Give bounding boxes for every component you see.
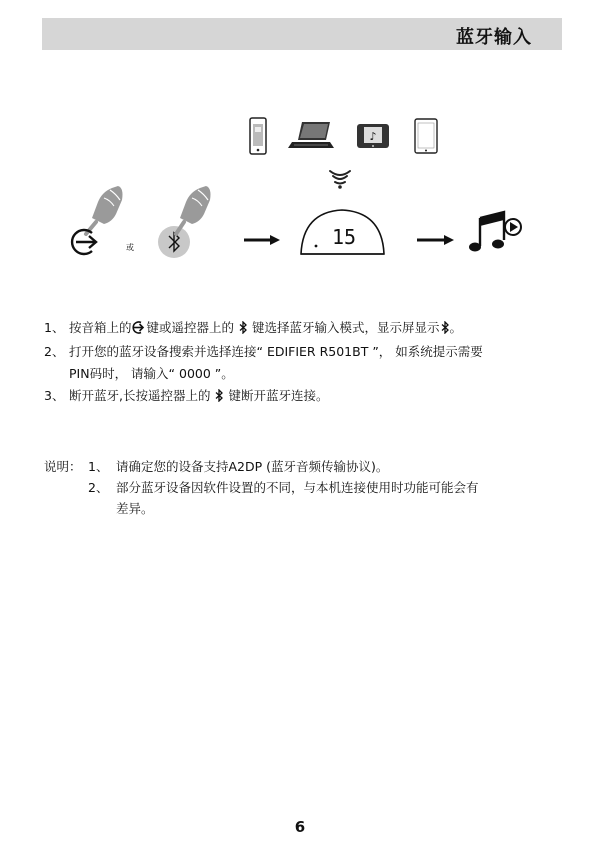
arrow-right-icon bbox=[244, 235, 280, 245]
speaker-display bbox=[301, 210, 384, 254]
bluetooth-icon bbox=[238, 319, 248, 341]
input-source-icon bbox=[132, 319, 147, 341]
phone-icon bbox=[250, 118, 266, 154]
or-label: 或 bbox=[126, 243, 134, 252]
bluetooth-icon bbox=[214, 387, 224, 409]
display-readout: 15 bbox=[331, 225, 357, 249]
input-source-icon bbox=[72, 230, 96, 254]
note-item-1: 说明： 1、 请确定您的设备支持A2DP (蓝牙音频传输协议)。 bbox=[44, 456, 574, 477]
remote-bluetooth-button bbox=[158, 226, 190, 258]
step-1: 1、 按音箱上的 键或遥控器上的 键选择蓝牙输入模式，显示屏显示 。 bbox=[44, 317, 574, 341]
note-item-2: 2、 部分蓝牙设备因软件设置的不同，与本机连接使用时功能可能会有 bbox=[88, 480, 479, 495]
music-play-icon bbox=[469, 212, 521, 252]
notes-section bbox=[44, 456, 574, 519]
step-3: 3、 断开蓝牙,长按遥控器上的 键断开蓝牙连接。 bbox=[44, 385, 574, 409]
bluetooth-connection-diagram bbox=[0, 0, 600, 300]
page-number: 6 bbox=[294, 818, 306, 836]
page-title: 蓝牙输入 bbox=[456, 27, 532, 48]
notes-label: 说明： bbox=[44, 459, 82, 474]
note-item-2-continued: 差异。 bbox=[116, 501, 154, 516]
arrow-right-icon bbox=[417, 235, 454, 245]
svg-text:♪: ♪ bbox=[369, 130, 377, 143]
tablet-icon bbox=[415, 119, 437, 153]
laptop-icon bbox=[288, 122, 334, 148]
instruction-steps bbox=[44, 317, 574, 409]
wireless-signal-icon bbox=[330, 171, 350, 189]
step-2: 2、 打开您的蓝牙设备搜索并选择连接“ EDIFIER R501BT ”， 如系统提示需要 PIN码时， 请输入“ 0000 ”。 bbox=[44, 344, 483, 381]
hand-pressing-input-icon bbox=[86, 186, 123, 234]
hand-pressing-bluetooth-icon bbox=[176, 186, 211, 234]
media-player-icon bbox=[357, 124, 389, 148]
bluetooth-icon bbox=[440, 319, 450, 341]
